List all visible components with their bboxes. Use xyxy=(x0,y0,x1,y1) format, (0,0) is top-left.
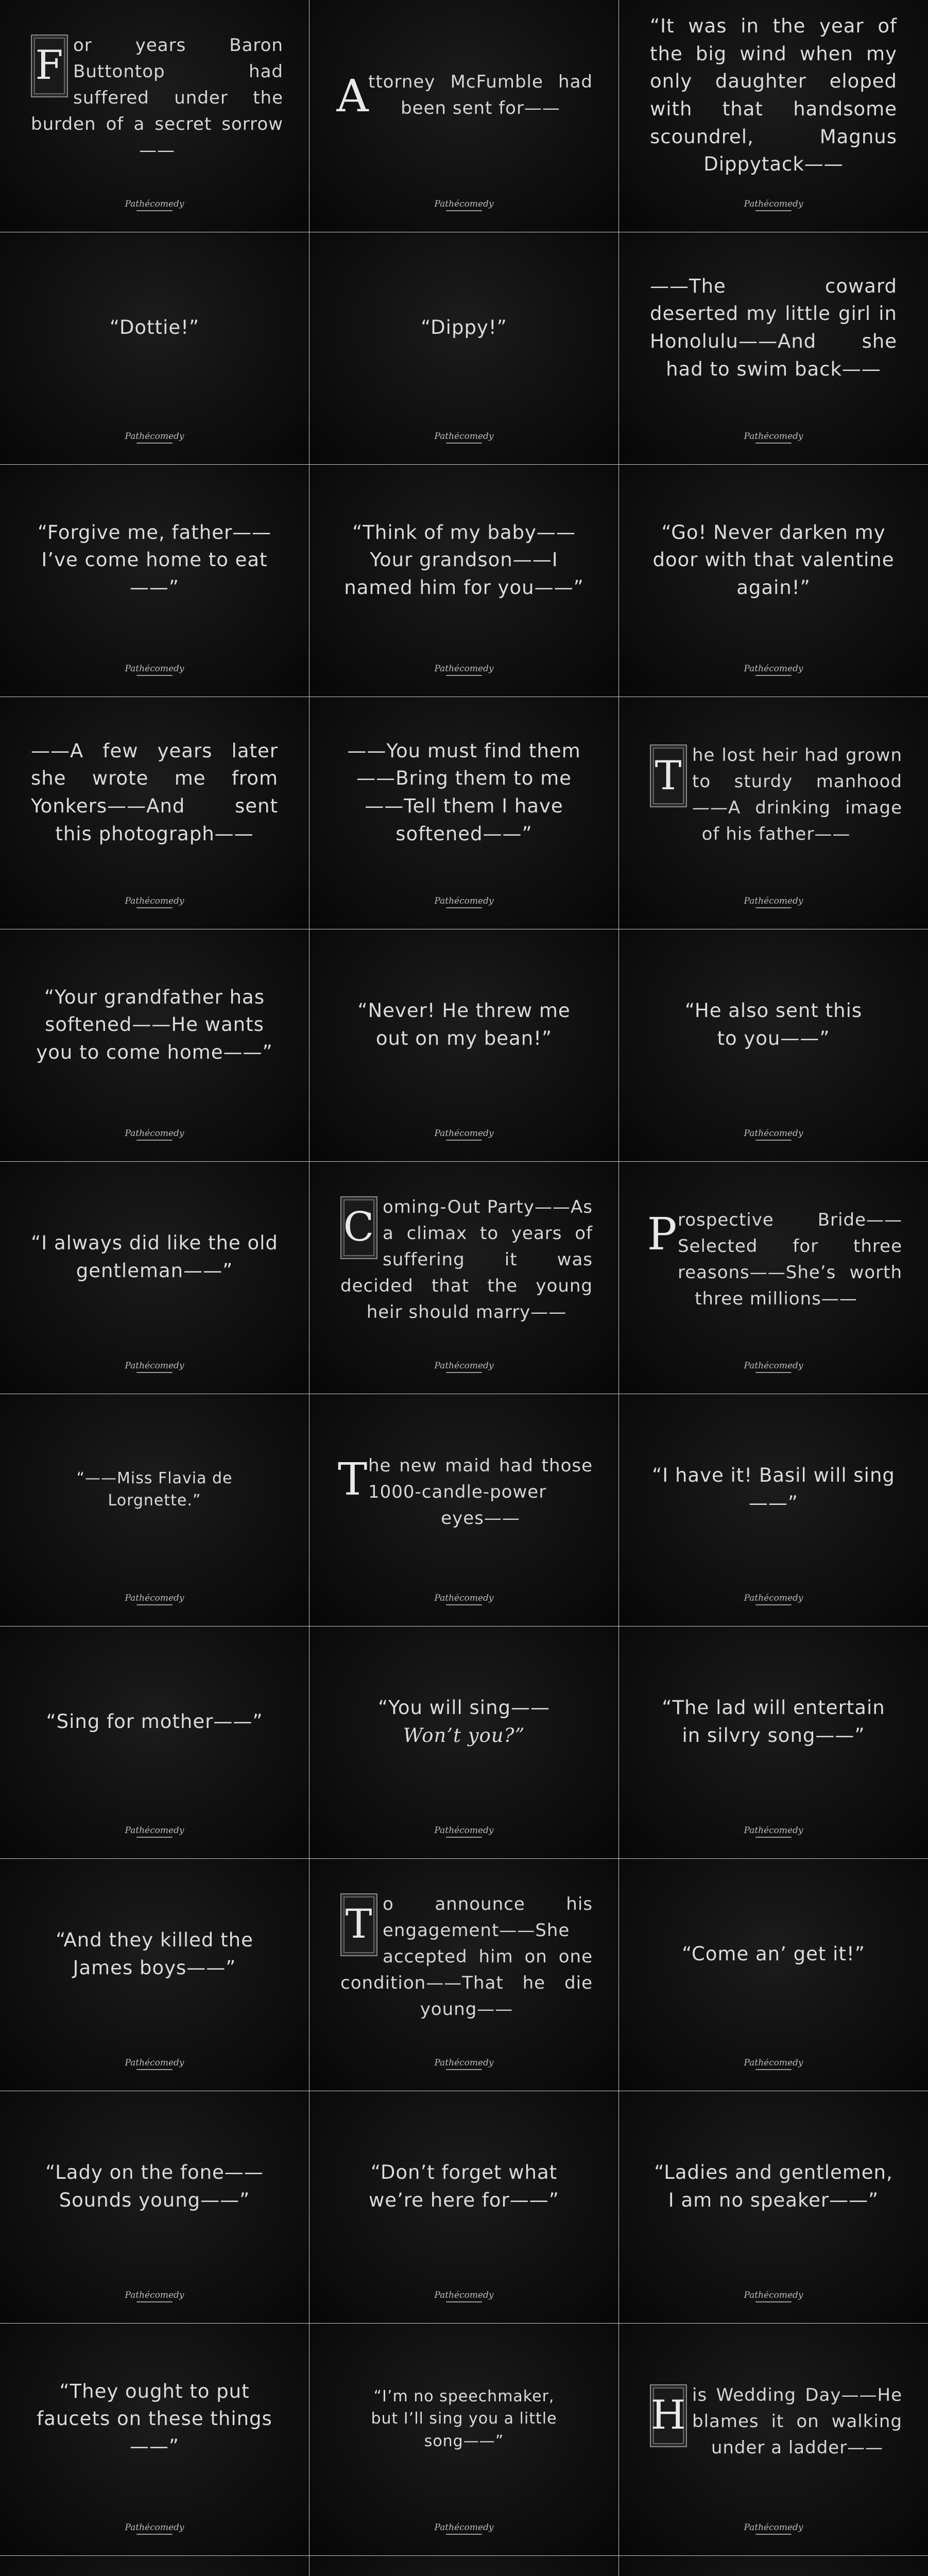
title-card xyxy=(310,2091,618,2323)
caption-text: or years Baron Buttontop had suffered under the burden of a secret sorrow—— xyxy=(31,35,283,161)
title-card xyxy=(310,1162,618,1394)
caption-text: “Never! He threw me out on my bean!” xyxy=(357,999,571,1049)
logo-underline xyxy=(446,907,482,908)
caption-text: “Think of my baby——Your grandson——I named him for you——” xyxy=(344,521,584,599)
logo-text: Pathécomedy xyxy=(744,664,803,674)
pathecomedy-logo xyxy=(310,1593,618,1605)
caption-text: “Lady on the fone—— Sounds young——” xyxy=(45,2161,264,2211)
caption-text: “Sing for mother——” xyxy=(46,1710,263,1733)
caption-text: “I have it! Basil will sing——” xyxy=(652,1464,895,1514)
title-card xyxy=(619,2324,928,2555)
logo-underline xyxy=(136,1372,173,1373)
caption-text-italic: Won’t you?” xyxy=(403,1724,525,1747)
logo-text: Pathécomedy xyxy=(125,431,184,442)
title-card xyxy=(619,1859,928,2091)
pathecomedy-logo xyxy=(619,1128,928,1141)
logo-underline xyxy=(136,675,173,676)
logo-text: Pathécomedy xyxy=(434,2522,494,2533)
caption xyxy=(31,1193,278,1321)
caption xyxy=(340,2122,588,2251)
pathecomedy-logo xyxy=(310,2522,618,2535)
pathecomedy-logo xyxy=(310,2290,618,2302)
caption-text: “Ladies and gentlemen, I am no speaker——” xyxy=(654,2161,893,2211)
caption xyxy=(31,263,278,392)
logo-text: Pathécomedy xyxy=(744,2290,803,2300)
logo-text: Pathécomedy xyxy=(434,896,494,906)
caption xyxy=(337,1425,593,1559)
pathecomedy-logo xyxy=(0,2058,309,2070)
title-card xyxy=(619,2556,928,2576)
logo-text: Pathécomedy xyxy=(434,2290,494,2300)
caption xyxy=(647,1193,902,1327)
title-card xyxy=(0,0,309,232)
logo-text: Pathécomedy xyxy=(125,2058,184,2068)
logo-text: Pathécomedy xyxy=(434,1361,494,1371)
pathecomedy-logo xyxy=(0,431,309,444)
title-card xyxy=(0,465,309,697)
logo-text: Pathécomedy xyxy=(125,1593,184,1603)
pathecomedy-logo xyxy=(619,1825,928,1838)
caption xyxy=(650,263,897,392)
title-card xyxy=(619,232,928,464)
pathecomedy-logo xyxy=(619,896,928,908)
caption-text: “And they killed the James boys——” xyxy=(56,1929,253,1979)
decorative-initial: A xyxy=(336,70,369,122)
caption xyxy=(340,1890,593,2024)
logo-underline xyxy=(446,675,482,676)
caption xyxy=(336,31,593,165)
caption xyxy=(340,960,588,1089)
title-card xyxy=(0,1859,309,2091)
pathecomedy-logo xyxy=(619,664,928,676)
pathecomedy-logo xyxy=(310,1825,618,1838)
pathecomedy-logo xyxy=(0,1593,309,1605)
caption xyxy=(31,1425,278,1554)
title-card xyxy=(0,1394,309,1626)
title-card xyxy=(619,1394,928,1626)
pathecomedy-logo xyxy=(310,199,618,211)
caption-text: o announce his engagement——She accepted him on one condition——That he die young—— xyxy=(340,1893,593,2020)
logo-underline xyxy=(136,1837,173,1838)
title-card xyxy=(0,232,309,464)
logo-underline xyxy=(446,443,482,444)
pathecomedy-logo xyxy=(0,1361,309,1373)
pathecomedy-logo xyxy=(310,896,618,908)
logo-underline xyxy=(136,2534,173,2535)
logo-underline xyxy=(136,1140,173,1141)
title-card xyxy=(310,2324,618,2555)
pathecomedy-logo xyxy=(619,199,928,211)
title-card xyxy=(0,1626,309,1858)
caption-text: ttorney McFumble had been sent for—— xyxy=(368,72,593,118)
decorative-initial: T xyxy=(337,1454,368,1505)
title-card xyxy=(0,697,309,929)
caption xyxy=(31,1890,278,2019)
caption-text: “Dippy!” xyxy=(421,316,507,339)
caption-text: “——Miss Flavia de Lorgnette.” xyxy=(76,1469,233,1510)
logo-underline xyxy=(136,2069,173,2070)
logo-text: Pathécomedy xyxy=(125,1825,184,1836)
title-card xyxy=(310,232,618,464)
title-card xyxy=(310,1859,618,2091)
caption xyxy=(31,31,283,165)
logo-underline xyxy=(136,443,173,444)
logo-underline xyxy=(755,675,792,676)
logo-underline xyxy=(136,907,173,908)
title-card xyxy=(310,2556,618,2576)
title-card xyxy=(619,1626,928,1858)
caption-text: “Dottie!” xyxy=(109,316,200,339)
title-card xyxy=(619,1162,928,1394)
logo-text: Pathécomedy xyxy=(434,2058,494,2068)
decorative-initial: P xyxy=(647,1208,678,1260)
logo-text: Pathécomedy xyxy=(744,2058,803,2068)
decorative-initial: C xyxy=(340,1196,377,1259)
title-card xyxy=(0,2091,309,2323)
logo-text: Pathécomedy xyxy=(125,664,184,674)
caption xyxy=(31,2354,278,2483)
caption xyxy=(340,1193,593,1327)
title-card xyxy=(310,1394,618,1626)
caption xyxy=(650,2122,897,2251)
title-card xyxy=(619,697,928,929)
logo-underline xyxy=(755,443,792,444)
title-card xyxy=(310,0,618,232)
logo-text: Pathécomedy xyxy=(434,1128,494,1139)
caption-text: he new maid had those 1000-candle-power eyes—— xyxy=(368,1455,593,1529)
pathecomedy-logo xyxy=(0,664,309,676)
pathecomedy-logo xyxy=(0,199,309,211)
logo-text: Pathécomedy xyxy=(744,1593,803,1603)
pathecomedy-logo xyxy=(619,1361,928,1373)
pathecomedy-logo xyxy=(0,896,309,908)
logo-text: Pathécomedy xyxy=(744,1361,803,1371)
title-card xyxy=(619,465,928,697)
logo-underline xyxy=(446,1140,482,1141)
caption xyxy=(650,496,897,624)
logo-text: Pathécomedy xyxy=(434,431,494,442)
caption xyxy=(650,2354,902,2488)
logo-text: Pathécomedy xyxy=(125,2290,184,2300)
pathecomedy-logo xyxy=(619,2522,928,2535)
logo-underline xyxy=(755,1140,792,1141)
logo-underline xyxy=(755,1604,792,1605)
logo-underline xyxy=(755,2534,792,2535)
caption-text: ——You must find them——Bring them to me——Tell them I have softened——” xyxy=(347,739,581,845)
caption-text: “I always did like the old gentleman——” xyxy=(31,1232,278,1282)
caption-text: “Forgive me, father—— I’ve come home to eat——” xyxy=(37,521,272,599)
logo-text: Pathécomedy xyxy=(125,896,184,906)
logo-underline xyxy=(755,1372,792,1373)
title-card xyxy=(310,465,618,697)
caption xyxy=(340,2354,588,2483)
caption-text: is Wedding Day——He blames it on walking under a ladder—— xyxy=(692,2384,902,2458)
pathecomedy-logo xyxy=(0,2290,309,2302)
caption-text: “I’m no speechmaker, but I’ll sing you a little song——” xyxy=(371,2387,557,2450)
title-card xyxy=(619,0,928,232)
title-card xyxy=(310,929,618,1161)
caption-text: he lost heir had grown to sturdy manhood——A drinking image of his father—— xyxy=(692,745,902,844)
title-card xyxy=(310,1626,618,1858)
logo-text: Pathécomedy xyxy=(125,199,184,209)
logo-underline xyxy=(136,210,173,211)
caption-text: “Go! Never darken my door with that valentine again!” xyxy=(652,521,895,599)
caption-text: “It was in the year of the big wind when my only daughter eloped with that handsome scoundrel, Magnus Dippytack—— xyxy=(650,15,897,176)
caption-text: rospective Bride——Selected for three reasons——She’s worth three millions—— xyxy=(678,1210,902,1309)
caption-text: “Your grandfather has softened——He wants you to come home——” xyxy=(36,986,273,1063)
logo-text: Pathécomedy xyxy=(434,1825,494,1836)
logo-text: Pathécomedy xyxy=(125,1128,184,1139)
decorative-initial: H xyxy=(650,2384,687,2447)
logo-text: Pathécomedy xyxy=(744,2522,803,2533)
logo-text: Pathécomedy xyxy=(744,199,803,209)
pathecomedy-logo xyxy=(619,2058,928,2070)
logo-underline xyxy=(755,2069,792,2070)
logo-text: Pathécomedy xyxy=(125,2522,184,2533)
caption-text: “Come an’ get it!” xyxy=(682,1943,865,1965)
caption-text: ——The coward deserted my little girl in Honolulu——And she had to swim back—— xyxy=(650,275,897,380)
pathecomedy-logo xyxy=(0,1825,309,1838)
caption xyxy=(650,15,897,176)
caption xyxy=(340,496,588,624)
caption xyxy=(340,728,588,857)
pathecomedy-logo xyxy=(310,2058,618,2070)
logo-underline xyxy=(755,210,792,211)
logo-text: Pathécomedy xyxy=(744,1128,803,1139)
title-card xyxy=(619,929,928,1161)
caption xyxy=(650,1657,897,1786)
logo-underline xyxy=(755,1837,792,1838)
caption xyxy=(340,1657,588,1786)
pathecomedy-logo xyxy=(310,1361,618,1373)
caption-text: “The lad will entertain in silvry song——” xyxy=(662,1697,885,1747)
logo-text: Pathécomedy xyxy=(434,664,494,674)
decorative-initial: F xyxy=(31,35,68,97)
caption xyxy=(650,960,897,1089)
title-card xyxy=(0,929,309,1161)
logo-underline xyxy=(446,1372,482,1373)
caption xyxy=(31,728,278,857)
pathecomedy-logo xyxy=(0,2522,309,2535)
pathecomedy-logo xyxy=(0,1128,309,1141)
caption-text: ——A few years later she wrote me from Yonkers——And sent this photograph—— xyxy=(31,739,278,845)
logo-text: Pathécomedy xyxy=(744,431,803,442)
caption xyxy=(650,728,902,862)
title-card xyxy=(0,1162,309,1394)
logo-text: Pathécomedy xyxy=(434,199,494,209)
logo-underline xyxy=(446,2301,482,2302)
logo-underline xyxy=(446,2069,482,2070)
caption xyxy=(650,1890,897,2019)
logo-underline xyxy=(446,1604,482,1605)
title-card xyxy=(619,2091,928,2323)
pathecomedy-logo xyxy=(619,2290,928,2302)
caption xyxy=(31,496,278,624)
decorative-initial: T xyxy=(650,744,687,807)
pathecomedy-logo xyxy=(310,431,618,444)
caption-text: “They ought to put faucets on these things——” xyxy=(37,2380,272,2458)
caption xyxy=(31,1657,278,1786)
logo-underline xyxy=(755,2301,792,2302)
pathecomedy-logo xyxy=(619,1593,928,1605)
logo-text: Pathécomedy xyxy=(434,1593,494,1603)
caption-text: “You will sing—— xyxy=(377,1697,551,1719)
title-card xyxy=(0,2324,309,2555)
caption-text: “Don’t forget what we’re here for——” xyxy=(369,2161,559,2211)
pathecomedy-logo xyxy=(310,1128,618,1141)
title-card xyxy=(310,697,618,929)
logo-text: Pathécomedy xyxy=(744,896,803,906)
caption xyxy=(31,2122,278,2251)
decorative-initial: T xyxy=(340,1893,377,1956)
logo-underline xyxy=(136,2301,173,2302)
logo-underline xyxy=(755,907,792,908)
logo-underline xyxy=(446,1837,482,1838)
pathecomedy-logo xyxy=(310,664,618,676)
logo-text: Pathécomedy xyxy=(125,1361,184,1371)
caption-text: oming-Out Party——As a climax to years of suffering it was decided that the young heir should marry—— xyxy=(340,1196,593,1323)
logo-underline xyxy=(446,210,482,211)
logo-underline xyxy=(446,2534,482,2535)
logo-underline xyxy=(136,1604,173,1605)
pathecomedy-logo xyxy=(619,431,928,444)
caption xyxy=(340,263,588,392)
logo-text: Pathécomedy xyxy=(744,1825,803,1836)
caption-text: “He also sent this to you——” xyxy=(684,999,863,1049)
title-card xyxy=(0,2556,309,2576)
caption xyxy=(650,1425,897,1554)
caption xyxy=(31,960,278,1089)
